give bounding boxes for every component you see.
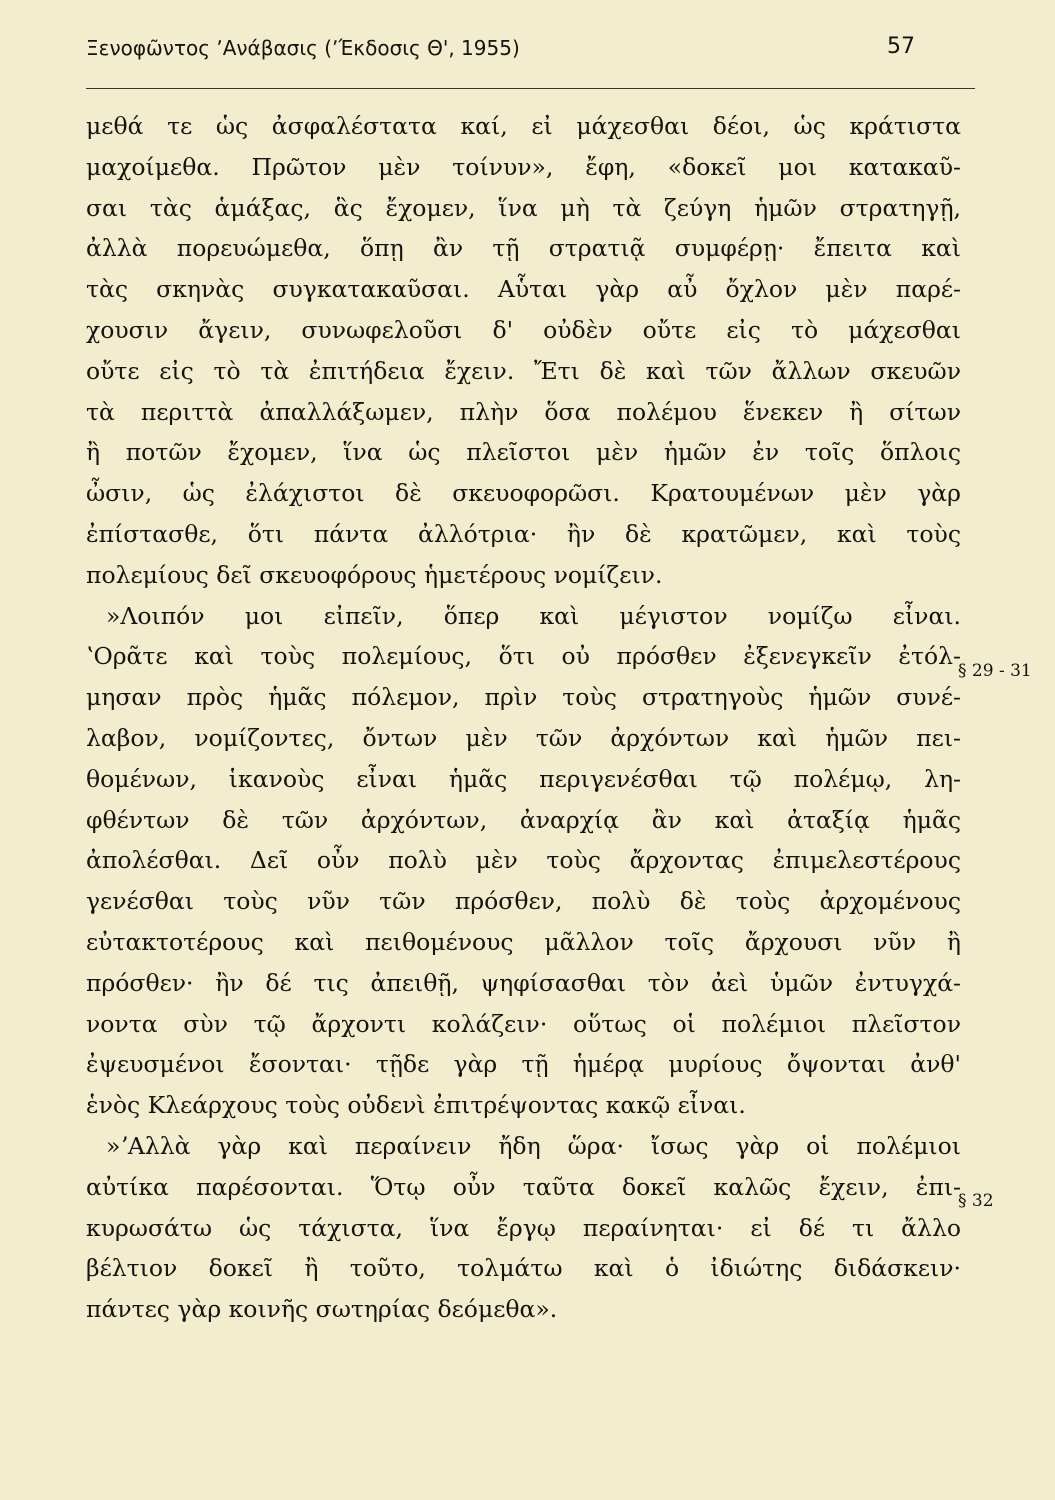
text-line: μησαν πρὸς ἡμᾶς πόλεμον, πρὶν τοὺς στρατηγοὺς ἡμῶν συνέ-	[86, 683, 961, 712]
text-line: ἑνὸς Κλεάρχους τοὺς οὐδενὶ ἐπιτρέψοντας κακῷ εἶναι.	[86, 1091, 746, 1120]
body-text	[86, 106, 961, 1330]
text-line: εὐτακτοτέρους καὶ πειθομένους μᾶλλον τοῖς ἄρχουσι νῦν ἢ	[86, 927, 961, 956]
text-line: πολεμίους δεῖ σκευοφόρους ἡμετέρους νομίζειν.	[86, 560, 663, 589]
text-line: νοντα σὺν τῷ ἄρχοντι κολάζειν· οὕτως οἱ πολέμιοι πλεῖστον	[86, 1009, 961, 1038]
text-line: πρόσθεν· ἢν δέ τις ἀπειθῇ, ψηφίσασθαι τὸν ἀεὶ ὑμῶν ἐντυγχά-	[86, 968, 961, 997]
text-line: σαι τὰς ἁμάξας, ἃς ἔχομεν, ἵνα μὴ τὰ ζεύγη ἡμῶν στρατηγῇ,	[86, 193, 961, 222]
text-line: »ʼΑλλὰ γὰρ καὶ περαίνειν ἤδη ὥρα· ἴσως γὰρ οἱ πολέμιοι	[106, 1131, 961, 1160]
page-number: 57	[887, 34, 915, 59]
text-line: ὦσιν, ὡς ἐλάχιστοι δὲ σκευοφορῶσι. Κρατουμένων μὲν γὰρ	[86, 479, 961, 508]
text-line: ἀπολέσθαι. Δεῖ οὖν πολὺ μὲν τοὺς ἄρχοντας ἐπιμελεστέρους	[86, 846, 961, 875]
text-line: βέλτιον δοκεῖ ἢ τοῦτο, τολμάτω καὶ ὁ ἰδιώτης διδάσκειν·	[86, 1254, 961, 1283]
page-header	[86, 30, 915, 70]
text-line: οὔτε εἰς τὸ τὰ ἐπιτήδεια ἔχειν. Ἔτι δὲ καὶ τῶν ἄλλων σκευῶν	[86, 356, 961, 385]
running-title: Ξενοφῶντος ʼΑνάβασις (ʼΈκδοσις Θ', 1955)	[86, 36, 520, 60]
text-line: τὰ περιττὰ ἀπαλλάξωμεν, πλὴν ὅσα πολέμου ἕνεκεν ἢ σίτων	[86, 397, 961, 426]
text-line: ἀλλὰ πορευώμεθα, ὅπῃ ἂν τῇ στρατιᾷ συμφέρῃ· ἔπειτα καὶ	[86, 234, 961, 263]
text-line: ἢ ποτῶν ἔχομεν, ἵνα ὡς πλεῖστοι μὲν ἡμῶν ἐν τοῖς ὅπλοις	[86, 438, 961, 467]
text-line: χουσιν ἄγειν, συνωφελοῦσι δ' οὐδὲν οὔτε εἰς τὸ μάχεσθαι	[86, 315, 961, 344]
header-rule	[86, 88, 975, 89]
text-line: αὐτίκα παρέσονται. Ὅτῳ οὖν ταῦτα δοκεῖ καλῶς ἔχειν, ἐπι-	[86, 1172, 961, 1201]
text-line: ἐψευσμένοι ἔσονται· τῇδε γὰρ τῇ ἡμέρᾳ μυρίους ὄψονται ἀνθ'	[86, 1050, 961, 1079]
text-line: »Λοιπόν μοι εἰπεῖν, ὅπερ καὶ μέγιστον νομίζω εἶναι.	[106, 601, 961, 630]
text-line: ʽΟρᾶτε καὶ τοὺς πολεμίους, ὅτι οὐ πρόσθεν ἐξενεγκεῖν ἐτόλ-	[86, 642, 961, 671]
text-line: θομένων, ἱκανοὺς εἶναι ἡμᾶς περιγενέσθαι τῷ πολέμῳ, λη-	[86, 764, 961, 793]
margin-section-ref: § 29 - 31	[958, 661, 1032, 681]
text-line: μεθά τε ὡς ἀσφαλέστατα καί, εἰ μάχεσθαι δέοι, ὡς κράτιστα	[86, 112, 961, 140]
margin-section-ref: § 32	[958, 1191, 994, 1211]
text-line: τὰς σκηνὰς συγκατακαῦσαι. Αὗται γὰρ αὖ ὄχλον μὲν παρέ-	[86, 275, 961, 304]
text-line: μαχοίμεθα. Πρῶτον μὲν τοίνυν», ἔφη, «δοκεῖ μοι κατακαῦ-	[86, 152, 961, 181]
text-line: λαβον, νομίζοντες, ὄντων μὲν τῶν ἀρχόντων καὶ ἡμῶν πει-	[86, 723, 961, 752]
text-line: πάντες γὰρ κοινῆς σωτηρίας δεόμεθα».	[86, 1295, 558, 1324]
text-line: γενέσθαι τοὺς νῦν τῶν πρόσθεν, πολὺ δὲ τοὺς ἀρχομένους	[86, 887, 961, 916]
text-line: κυρωσάτω ὡς τάχιστα, ἵνα ἔργῳ περαίνηται· εἰ δέ τι ἄλλο	[86, 1213, 961, 1242]
text-line: ἐπίστασθε, ὅτι πάντα ἀλλότρια· ἢν δὲ κρατῶμεν, καὶ τοὺς	[86, 519, 961, 548]
text-line: φθέντων δὲ τῶν ἀρχόντων, ἀναρχίᾳ ἂν καὶ ἀταξίᾳ ἡμᾶς	[86, 805, 961, 834]
